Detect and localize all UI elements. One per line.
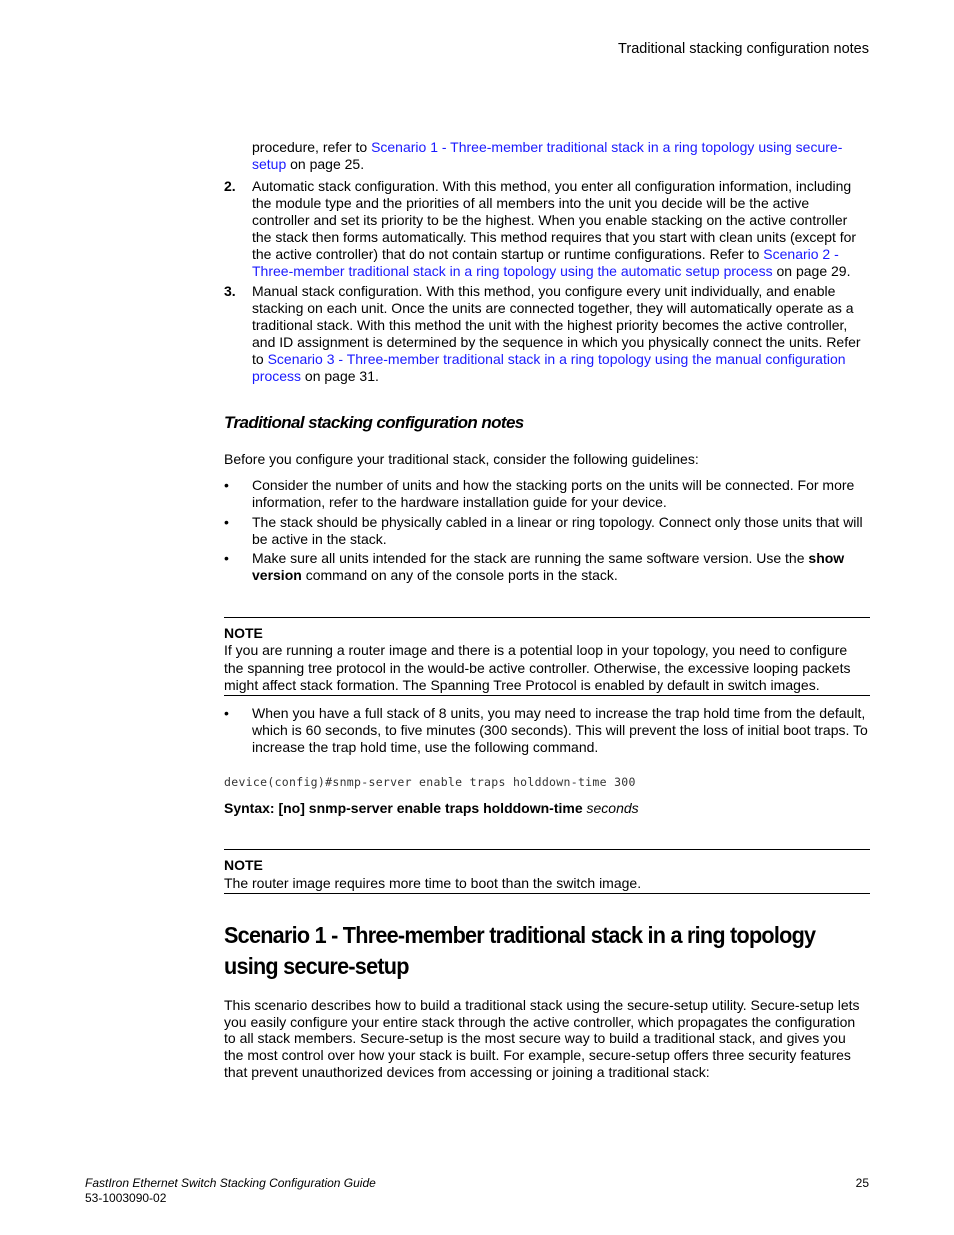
scenario-heading: Scenario 1 - Three-member traditional stack in a ring topology using secure-setup bbox=[224, 922, 816, 979]
syntax-command: Syntax: [no] snmp-server enable traps holddown-time bbox=[224, 800, 583, 816]
scenario-2-link[interactable]: Scenario 2 - Three-member traditional stack in a ring topology using the automatic setup process bbox=[252, 246, 839, 279]
bullet-4: When you have a full stack of 8 units, you may need to increase the trap hold time from the default, which is 60 seconds, to five minutes (300 seconds). This will prevent the loss of initial boot traps. To increase the trap hold time, use the following command. bbox=[252, 705, 868, 755]
bullet-marker: • bbox=[224, 705, 229, 721]
bullet-3-pre: Make sure all units intended for the stack are running the same software version. Use the bbox=[252, 550, 809, 566]
note-2-top-rule bbox=[224, 849, 870, 850]
note-2-bottom-rule bbox=[224, 893, 870, 894]
note-1-text: If you are running a router image and there is a potential loop in your topology, you need to configure the spanning tree protocol in the would-be active controller. Otherwise, the excessive looping packets might affect stack formation. The Spanning Tree Protocol is enabled by default in switch images. bbox=[224, 642, 851, 693]
bullet-3 bbox=[252, 550, 870, 584]
scenario-3-link[interactable]: Scenario 3 - Three-member traditional stack in a ring topology using the manual configuration process bbox=[252, 351, 846, 384]
method-3-number: 3. bbox=[224, 283, 236, 299]
method-3-suffix: on page 31. bbox=[301, 368, 379, 384]
section-lead: Before you configure your traditional stack, consider the following guidelines: bbox=[224, 451, 699, 467]
method-2-suffix: on page 29. bbox=[772, 263, 851, 279]
footer-doc-number: 53-1003090-02 bbox=[85, 1191, 167, 1205]
bullet-1: Consider the number of units and how the stacking ports on the units will be connected. For more information, refer to the hardware installation guide for your device. bbox=[252, 477, 855, 510]
intro-prefix: procedure, refer to bbox=[252, 139, 372, 155]
page-number: 25 bbox=[855, 1176, 869, 1190]
note-1-top-rule bbox=[224, 617, 870, 618]
show-version-command: show version bbox=[252, 550, 845, 583]
syntax-argument: seconds bbox=[586, 800, 639, 816]
note-1-bottom-rule bbox=[224, 695, 870, 696]
syntax-line bbox=[224, 800, 639, 817]
section-heading: Traditional stacking configuration notes bbox=[224, 413, 524, 432]
footer-guide-title: FastIron Ethernet Switch Stacking Configuration Guide bbox=[85, 1176, 376, 1190]
intro-paragraph bbox=[252, 139, 872, 173]
note-2-text: The router image requires more time to boot than the switch image. bbox=[224, 875, 642, 891]
bullet-marker: • bbox=[224, 550, 229, 566]
note-2-label: NOTE bbox=[224, 857, 263, 873]
scenario-1-link[interactable]: Scenario 1 - Three-member traditional stack in a ring topology using secure-setup bbox=[252, 139, 843, 172]
bullet-marker: • bbox=[224, 477, 229, 493]
method-2-text bbox=[252, 178, 870, 280]
bullet-2: The stack should be physically cabled in a linear or ring topology. Connect only those units that will be active in the stack. bbox=[252, 514, 863, 547]
method-3-text bbox=[252, 283, 870, 385]
method-2-body: Automatic stack configuration. With this method, you enter all configuration information, including the module type and the priorities of all members into the unit you decide will be the active controller and set its priority to be the highest. When you enable stacking on the active controller the stack then forms automatically. This method requires that you start with clean units (except for the active controller) that do not contain startup or runtime configurations. Refer to bbox=[252, 178, 857, 262]
cli-command: device(config)#snmp-server enable traps holddown-time 300 bbox=[224, 775, 636, 789]
note-1-label: NOTE bbox=[224, 625, 263, 641]
method-2-number: 2. bbox=[224, 178, 236, 194]
scenario-body: This scenario describes how to build a traditional stack using the secure-setup utility. Secure-setup lets you easily configure your entire stack through the active controller, which propagates the configuration to all stack members. Secure-setup is the most secure way to build a traditional stack, and gives you the most control over how your stack is built. For example, secure-setup offers three security features that prevent unauthorized devices from accessing or joining a traditional stack: bbox=[224, 997, 860, 1080]
intro-suffix: on page 25. bbox=[286, 156, 365, 172]
bullet-marker: • bbox=[224, 514, 229, 530]
bullet-3-post: command on any of the console ports in the stack. bbox=[301, 567, 618, 583]
method-3-body: Manual stack configuration. With this method, you configure every unit individually, and enable stacking on each unit. Once the units are connected together, they will automatically operate as a traditional stack. With this method the unit with the highest priority becomes the active controller, and ID assignment is determined by the sequence in which you physically connect the units. Refer to bbox=[252, 283, 861, 367]
running-header: Traditional stacking configuration notes bbox=[618, 41, 869, 57]
